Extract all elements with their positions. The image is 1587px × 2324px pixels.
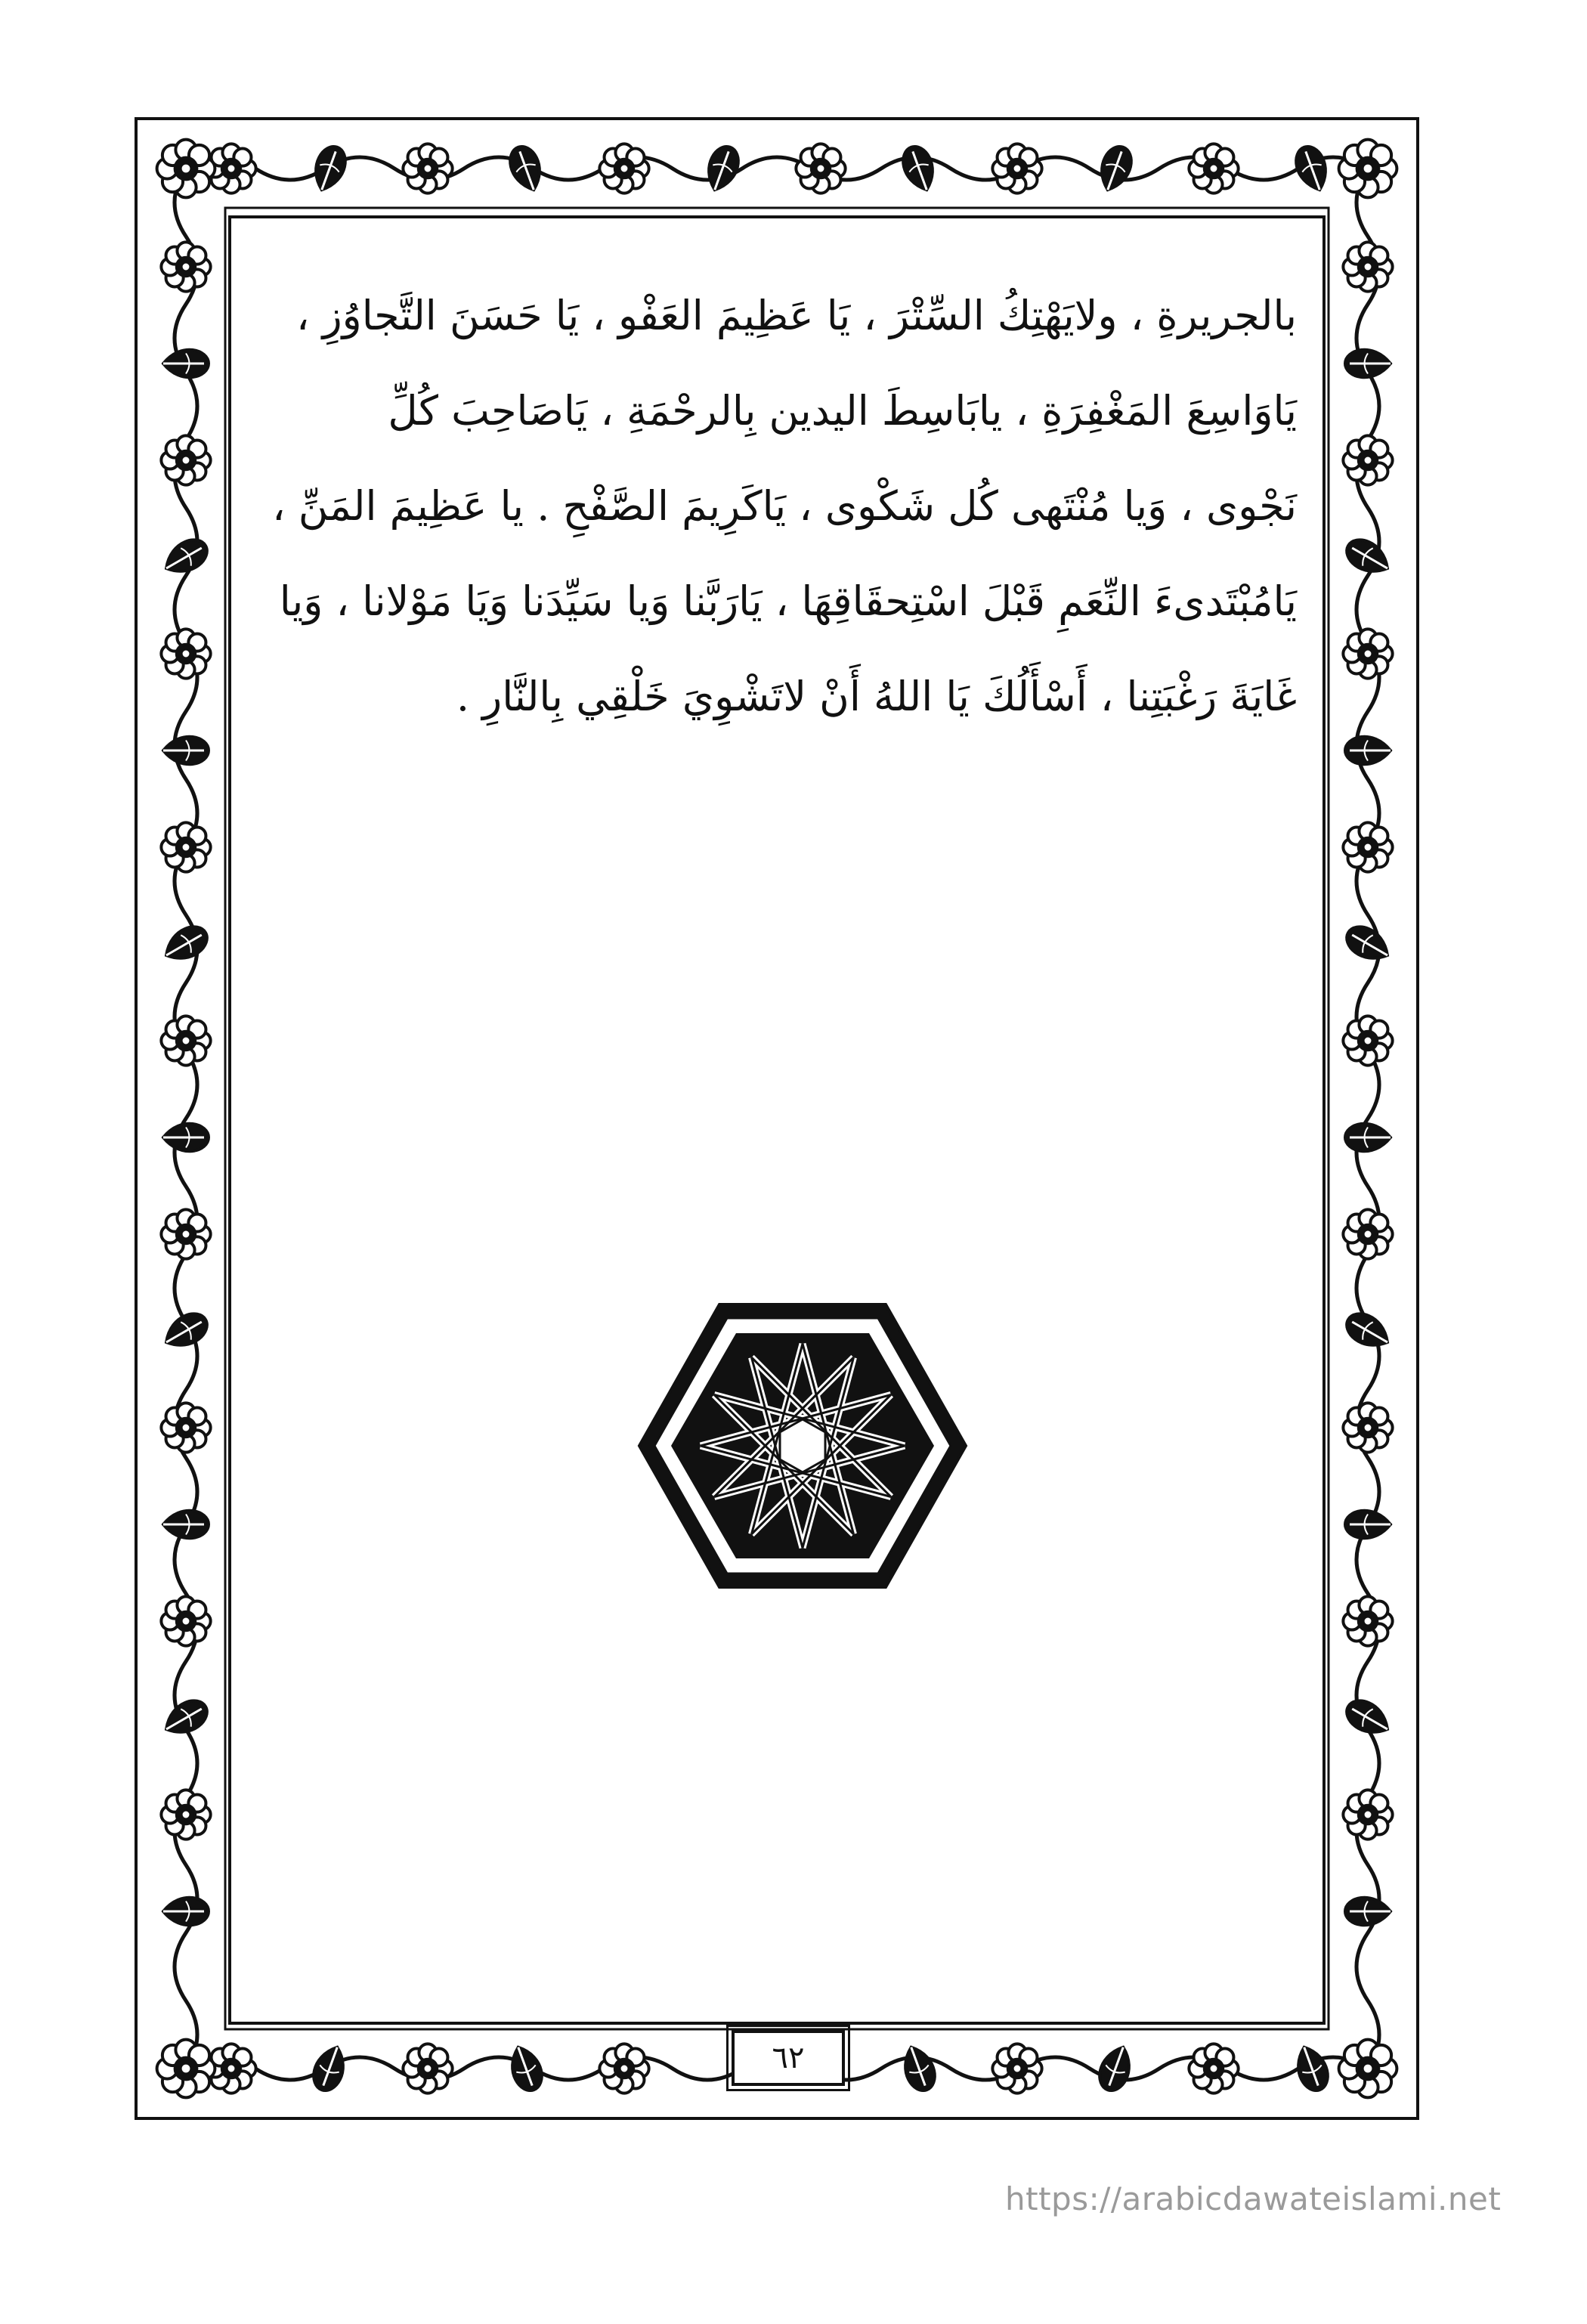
page-number: ٦٢ [732,2030,845,2086]
source-url: https://arabicdawateislami.net [1005,2180,1502,2217]
text-line-2: يَاوَاسِعَ المَغْفِرَةِ ، يابَاسِطَ اليدين بِالرحْمَةِ ، يَاصَاحِبَ كُلِّ [388,387,1297,435]
text-line-3: نَجْوى ، وَيا مُنْتَهى كُل شَكْوى ، يَاكَرِيمَ الصَّفْحِ . يا عَظِيمَ المَنِّ ، [272,482,1297,530]
text-line-1: بالجريرةِ ، ولايَهْتِكُ السِّتْرَ ، يَا عَظِيمَ العَفْو ، يَا حَسَنَ التَّجاوُزِ ، [295,292,1297,339]
prayer-text [257,268,1297,744]
text-line-5: غَايَةَ رَغْبَتِنا ، أَسْأَلُكَ يَا اللهُ أَنْ لاتَشْوِيَ خَلْقِي بِالنَّارِ . [456,673,1297,720]
hexagonal-star-ornament-icon [636,1298,969,1593]
text-line-4: يَامُبْتَدىءَ النِّعَمِ قَبْلَ اسْتِحقَاقِهَا ، يَارَبَّنا وَيا سَيِّدَنا وَيَا مَوْلانا ، وَيا [279,577,1297,625]
